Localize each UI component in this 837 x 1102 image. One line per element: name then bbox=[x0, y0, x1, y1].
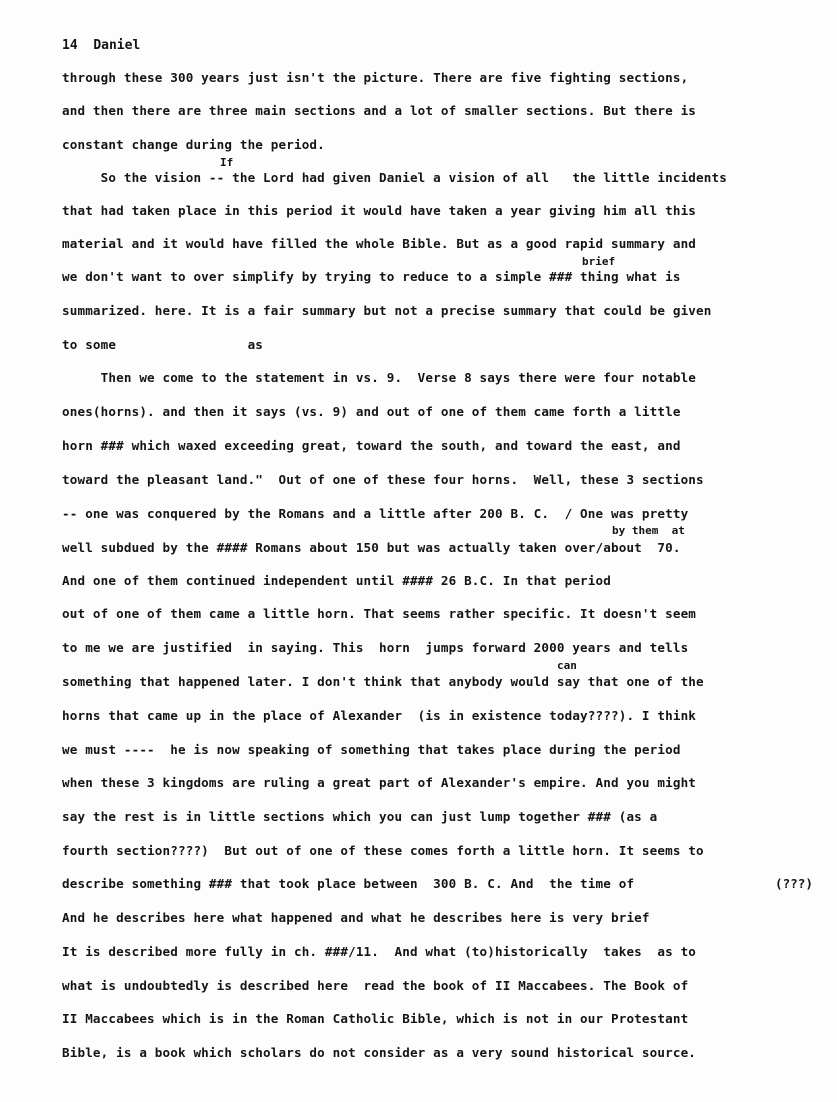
text-line: summarized. here. It is a fair summary but not a precise summary that could be given bbox=[62, 303, 712, 318]
text-line: fourth section????) But out of one of these comes forth a little horn. It seems to bbox=[62, 843, 704, 858]
text-line: constant change during the period. bbox=[62, 137, 325, 152]
page-number: 14 bbox=[62, 38, 78, 53]
text-line: -- one was conquered by the Romans and a little after 200 B. C. / One was pretty bbox=[62, 506, 689, 521]
interlinear-insertion-by-them-at: by them at bbox=[612, 524, 685, 537]
interlinear-insertion-can: can bbox=[557, 659, 577, 672]
text-line: that had taken place in this period it would have taken a year giving him all this bbox=[62, 203, 697, 218]
text-line: say the rest is in little sections which you can just lump together ### (as a bbox=[62, 809, 658, 824]
text-line: through these 300 years just isn't the picture. There are five fighting sections, bbox=[62, 70, 689, 85]
text-line: what is undoubtedly is described here read the book of II Maccabees. The Book of bbox=[62, 978, 689, 993]
text-line: toward the pleasant land." Out of one of these four horns. Well, these 3 sections bbox=[62, 472, 704, 487]
text-line: And one of them continued independent until #### 26 B.C. In that period bbox=[62, 573, 611, 588]
text-line: we don't want to over simplify by trying to reduce to a simple ### thing what is bbox=[62, 269, 681, 284]
text-line: when these 3 kingdoms are ruling a great part of Alexander's empire. And you might bbox=[62, 775, 697, 790]
running-title: Daniel bbox=[93, 38, 141, 53]
text-line: to some as bbox=[62, 337, 264, 352]
text-line: material and it would have filled the whole Bible. But as a good rapid summary and bbox=[62, 236, 697, 251]
interlinear-insertion-brief: brief bbox=[582, 255, 616, 268]
text-line: It is described more fully in ch. ###/11. And what (to)historically takes as to bbox=[62, 944, 697, 959]
interlinear-insertion-if: If bbox=[220, 156, 234, 169]
text-line: II Maccabees which is in the Roman Catholic Bible, which is not in our Protestant bbox=[62, 1011, 689, 1026]
text-line: something that happened later. I don't think that anybody would say that one of the bbox=[62, 674, 704, 689]
text-line: to me we are justified in saying. This horn jumps forward 2000 years and tells bbox=[62, 640, 689, 655]
text-line: horns that came up in the place of Alexander (is in existence today????). I think bbox=[62, 708, 697, 723]
text-line: And he describes here what happened and what he describes here is very brief bbox=[62, 910, 650, 925]
text-line: Bible, is a book which scholars do not consider as a very sound historical source. bbox=[62, 1045, 697, 1060]
text-line: So the vision -- the Lord had given Daniel a vision of all the little incidents bbox=[62, 170, 727, 185]
text-line: well subdued by the #### Romans about 150 but was actually taken over/about 70. bbox=[62, 540, 681, 555]
text-line: out of one of them came a little horn. That seems rather specific. It doesn't seem bbox=[62, 606, 697, 621]
text-line: describe something ### that took place between 300 B. C. And the time of bbox=[62, 876, 635, 891]
text-line: and then there are three main sections and a lot of smaller sections. But there is bbox=[62, 103, 697, 118]
text-line: we must ---- he is now speaking of something that takes place during the period bbox=[62, 742, 681, 757]
page-header bbox=[62, 38, 140, 53]
text-line: Then we come to the statement in vs. 9. Verse 8 says there were four notable bbox=[62, 370, 697, 385]
text-line: ones(horns). and then it says (vs. 9) and out of one of them came forth a little bbox=[62, 404, 681, 419]
text-line: horn ### which waxed exceeding great, toward the south, and toward the east, and bbox=[62, 438, 681, 453]
margin-note: (???) bbox=[775, 876, 813, 891]
